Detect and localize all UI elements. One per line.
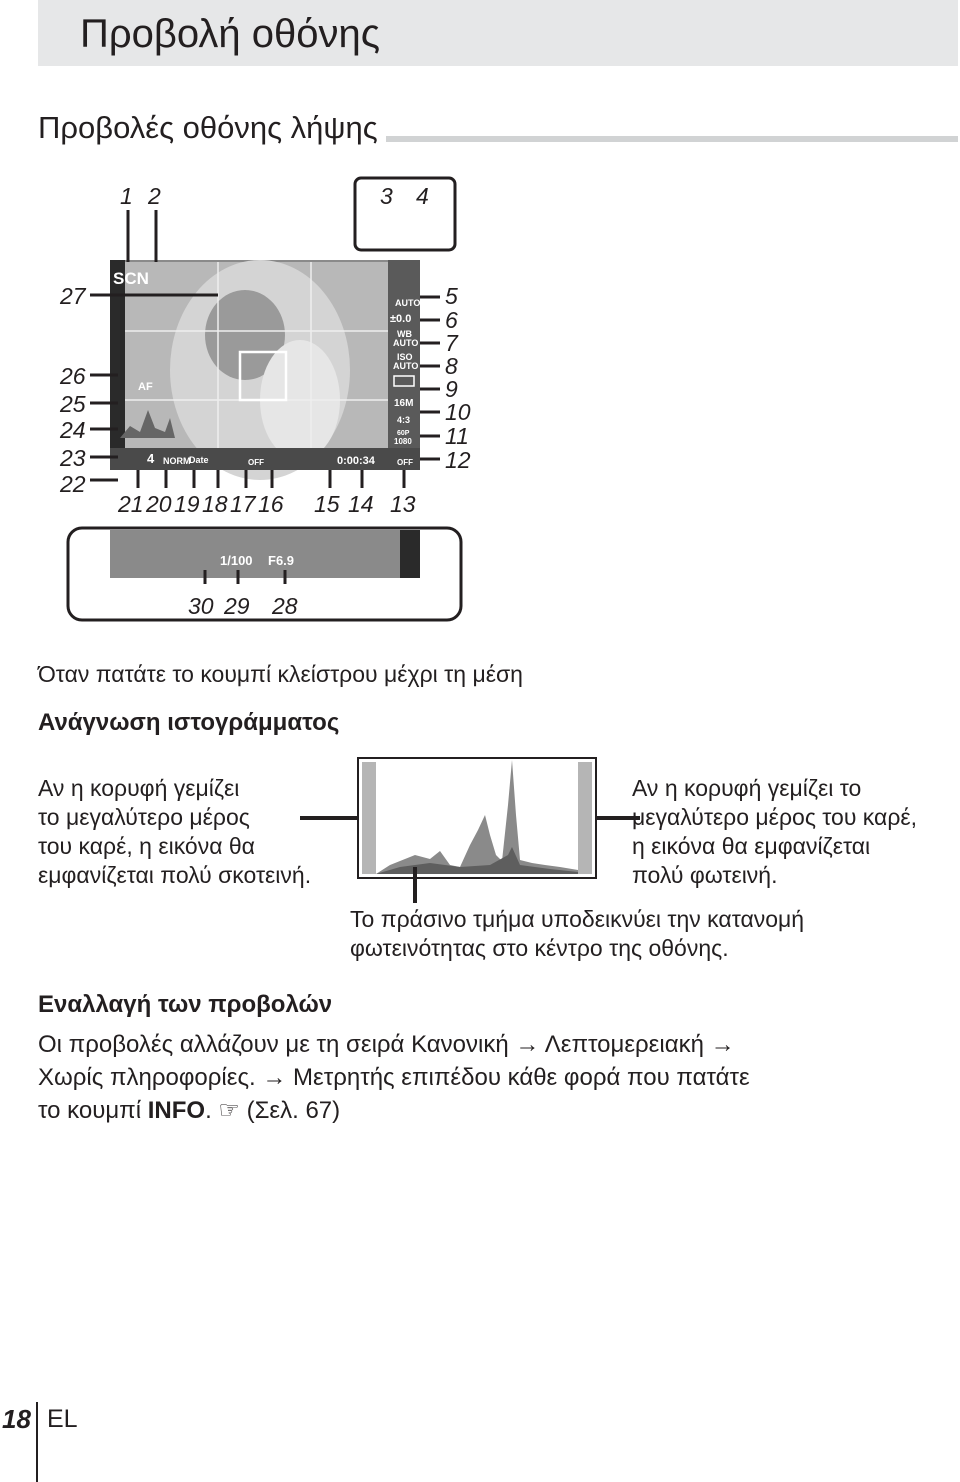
halfpress-caption: Όταν πατάτε το κουμπί κλείστρου μέχρι τη μέση (38, 661, 523, 687)
callout-9: 9 (445, 376, 458, 402)
aspect-label: 4:3 (397, 415, 411, 425)
record-time-label: 0:00:34 (337, 455, 375, 467)
shutter-speed-label: 1/100 (220, 553, 253, 568)
callout-18: 18 (202, 491, 228, 517)
callout-24: 24 (60, 417, 86, 443)
callout-29: 29 (224, 593, 250, 619)
callout-19: 19 (174, 491, 200, 517)
callout-11: 11 (445, 423, 469, 449)
callout-10: 10 (445, 399, 471, 425)
callout-21: 21 (118, 491, 144, 517)
callout-30: 30 (188, 593, 214, 619)
wb-label-bottom: AUTO (393, 338, 419, 348)
callout-15: 15 (314, 491, 340, 517)
iso-label-top: ISO (397, 352, 413, 362)
wb-label-top: WB (397, 329, 412, 339)
callout-1: 1 (120, 183, 133, 209)
af-mode-label: AF (138, 381, 153, 393)
switching-body: Οι προβολές αλλάζουν με τη σειρά Κανονική → Λεπτομερειακή → Χωρίς πληροφορίες. → Μετρητής επιπέδου κάθε φορά που πατάτε το κουμπί INFO. ☞ (Σελ. 67) (38, 1031, 750, 1124)
image-size-label: 16M (394, 398, 414, 409)
info-button-label: INFO (147, 1097, 206, 1124)
page-number: 18 (2, 1404, 31, 1434)
callout-2: 2 (148, 183, 161, 209)
aperture-label: F6.9 (268, 553, 295, 568)
histogram-right-note: Αν η κορυφή γεμίζει το μεγαλύτερο μέρος του καρέ, η εικόνα θα εμφανίζεται πολύ φωτεινή. (632, 775, 918, 888)
callout-4: 4 (416, 183, 429, 209)
callout-23: 23 (60, 445, 86, 471)
language-code: EL (47, 1405, 78, 1433)
callout-26: 26 (60, 363, 86, 389)
histogram-diagram (300, 755, 640, 905)
callout-8: 8 (445, 353, 458, 379)
histogram-left-note: Αν η κορυφή γεμίζει το μεγαλύτερο μέρος του καρέ, η εικόνα θα εμφανίζεται πολύ σκοτεινή. (38, 775, 312, 888)
callout-14: 14 (348, 491, 374, 517)
histogram-bottom-note: Το πράσινο τμήμα υποδεικνύει την κατανομή φωτεινότητας στο κέντρο της οθόνης. (350, 906, 805, 961)
callout-28: 28 (272, 593, 298, 619)
callout-6: 6 (445, 307, 458, 333)
camera-screen-diagram (0, 170, 960, 640)
callout-13: 13 (390, 491, 416, 517)
exposure-label: ±0.0 (390, 313, 412, 325)
callout-27: 27 (60, 283, 86, 309)
iso-label-bottom: AUTO (393, 361, 419, 371)
date-label: Date (189, 455, 209, 465)
sound-label: OFF (397, 458, 413, 467)
section-title: Προβολές οθόνης λήψης (38, 108, 386, 148)
callout-5: 5 (445, 283, 458, 309)
callout-20: 20 (146, 491, 172, 517)
histogram-heading: Ανάγνωση ιστογράμματος (38, 709, 340, 736)
callout-12: 12 (445, 447, 471, 473)
switching-heading: Εναλλαγή των προβολών (38, 991, 333, 1018)
stabilizer-label: OFF (248, 458, 264, 467)
callout-box-3-4 (355, 178, 455, 250)
movie-label-bottom: 1080 (394, 437, 412, 446)
callout-7: 7 (445, 330, 458, 356)
callout-17: 17 (230, 491, 256, 517)
callout-3: 3 (380, 183, 393, 209)
callout-25: 25 (60, 391, 86, 417)
movie-label-top: 60P (397, 430, 410, 437)
quality-label: NORM (163, 456, 191, 466)
callout-22: 22 (60, 471, 86, 497)
flash-mode-label: AUTO (395, 298, 421, 308)
counter-label: 4 (147, 451, 155, 466)
footer-divider (36, 1402, 38, 1482)
callout-16: 16 (258, 491, 284, 517)
scn-mode-label: SCN (113, 269, 149, 288)
page-title: Προβολή οθόνης (80, 12, 380, 56)
